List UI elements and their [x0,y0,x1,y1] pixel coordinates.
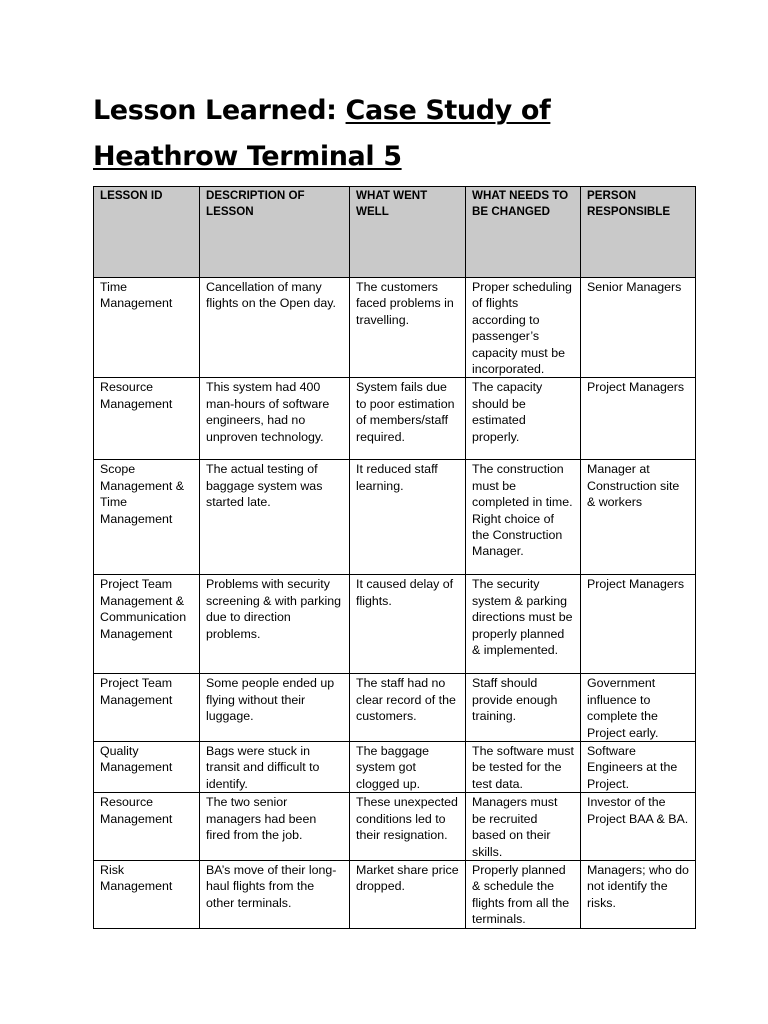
cell-needs-change: The capacity should be estimated properly. [466,378,581,460]
header-needs-change: WHAT NEEDS TO BE CHANGED [466,187,581,278]
header-description: DESCRIPTION OF LESSON [200,187,350,278]
cell-description: Cancellation of many flights on the Open day. [200,278,350,378]
cell-description: This system had 400 man-hours of software engineers, had no unproven technology. [200,378,350,460]
cell-needs-change: The software must be tested for the test data. [466,742,581,793]
cell-went-well: The staff had no clear record of the customers. [350,674,466,742]
cell-needs-change: The security system & parking directions must be properly planned & implemented. [466,575,581,674]
cell-went-well: It reduced staff learning. [350,460,466,575]
cell-went-well: The customers faced problems in travelling. [350,278,466,378]
cell-description: Problems with security screening & with parking due to direction problems. [200,575,350,674]
cell-lesson-id: Resource Management [94,793,200,861]
cell-needs-change: Properly planned & schedule the flights from all the terminals. [466,860,581,928]
cell-person: Senior Managers [581,278,696,378]
cell-needs-change: Managers must be recruited based on their skills. [466,793,581,861]
cell-person: Project Managers [581,378,696,460]
table-row [94,860,696,928]
table-row [94,742,696,793]
title-underlined-line1: Case Study of [345,95,551,126]
cell-description: Some people ended up flying without their luggage. [200,674,350,742]
cell-went-well: Market share price dropped. [350,860,466,928]
header-person: PERSON RESPONSIBLE [581,187,696,278]
cell-went-well: It caused delay of flights. [350,575,466,674]
cell-went-well: System fails due to poor estimation of members/staff required. [350,378,466,460]
cell-lesson-id: Time Management [94,278,200,378]
table-row [94,674,696,742]
cell-person: Managers; who do not identify the risks. [581,860,696,928]
page-title [93,88,713,180]
header-went-well: WHAT WENT WELL [350,187,466,278]
cell-person: Project Managers [581,575,696,674]
header-lesson-id: LESSON ID [94,187,200,278]
cell-needs-change: Staff should provide enough training. [466,674,581,742]
cell-went-well: The baggage system got clogged up. [350,742,466,793]
cell-description: Bags were stuck in transit and difficult to identify. [200,742,350,793]
table-row [94,378,696,460]
table-row [94,278,696,378]
cell-description: The actual testing of baggage system was started late. [200,460,350,575]
title-prefix: Lesson Learned: [93,95,346,126]
table-row [94,793,696,861]
cell-person: Government influence to complete the Project early. [581,674,696,742]
cell-lesson-id: Risk Management [94,860,200,928]
table-row [94,575,696,674]
cell-went-well: These unexpected conditions led to their resignation. [350,793,466,861]
cell-person: Software Engineers at the Project. [581,742,696,793]
cell-needs-change: The construction must be completed in time. Right choice of the Construction Manager. [466,460,581,575]
cell-lesson-id: Scope Management & Time Management [94,460,200,575]
cell-description: BA’s move of their long-haul flights from the other terminals. [200,860,350,928]
cell-description: The two senior managers had been fired from the job. [200,793,350,861]
cell-person: Manager at Construction site & workers [581,460,696,575]
cell-lesson-id: Resource Management [94,378,200,460]
table-header-row [94,187,696,278]
cell-lesson-id: Project Team Management [94,674,200,742]
cell-lesson-id: Project Team Management & Communication Management [94,575,200,674]
title-underlined-line2: Heathrow Terminal 5 [93,141,402,172]
table-row [94,460,696,575]
cell-person: Investor of the Project BAA & BA. [581,793,696,861]
cell-needs-change: Proper scheduling of flights according to passenger’s capacity must be incorporated. [466,278,581,378]
lessons-learned-table [93,186,696,929]
cell-lesson-id: Quality Management [94,742,200,793]
